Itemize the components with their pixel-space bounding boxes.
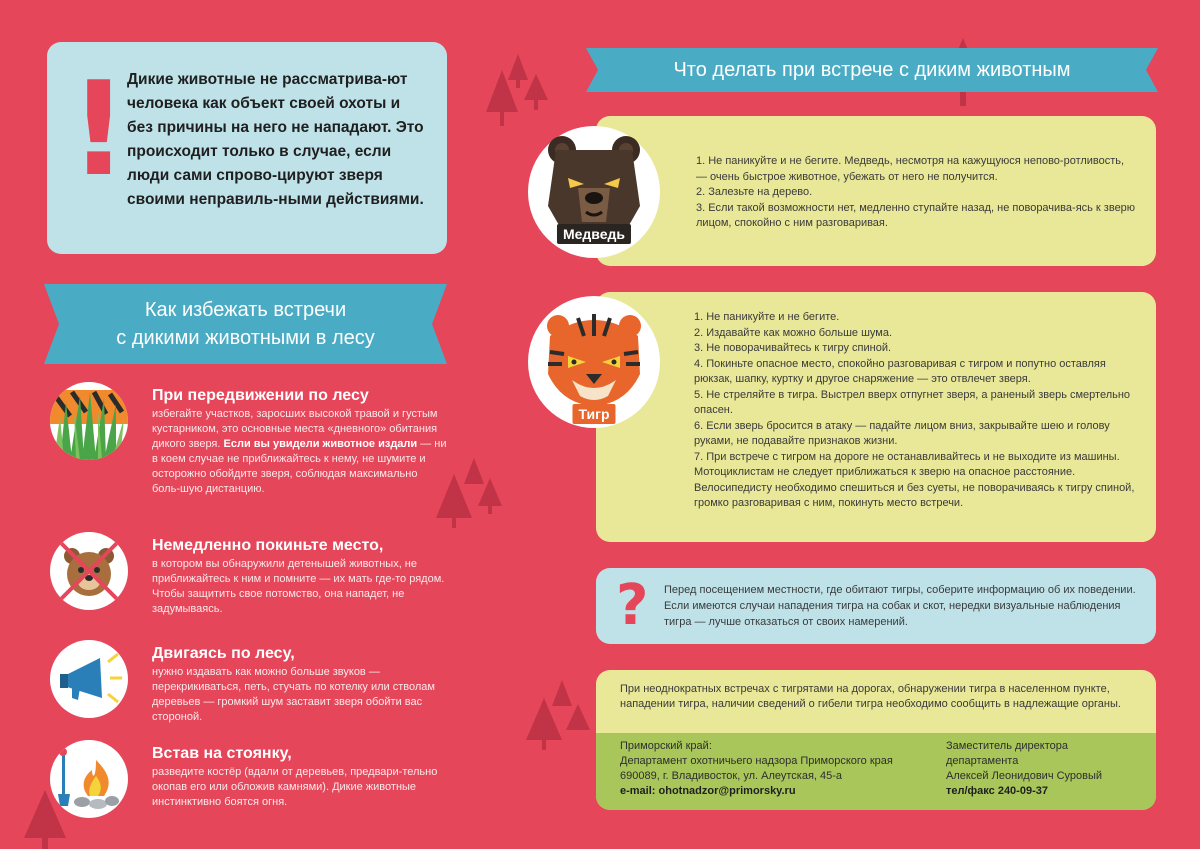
- contact-card: [596, 670, 1156, 810]
- tip-campfire-title: Встав на стоянку,: [152, 745, 292, 762]
- question-icon: ?: [616, 573, 649, 638]
- exclamation-icon: !: [69, 53, 129, 205]
- warning-card: [47, 42, 447, 254]
- tiger-step-4: 4. Покиньте опасное место, спокойно разговаривая с тигром и попутно оставляя рюкзак, шапку, куртку и другое снаряжение — это отвлечет зверя.: [694, 357, 1106, 385]
- contact-details: [596, 733, 1156, 810]
- tree-cluster-bottom-icon: [522, 678, 594, 752]
- tree-cluster-top-icon: [482, 50, 552, 130]
- tiger-label: Тигр: [572, 404, 615, 424]
- contact-region: Приморский край:: [620, 740, 712, 752]
- tip-forest-movement-text-a: избегайте участков, заросших высокой травой и густым кустарником, это основные места «дневного» обитания дикого зверя.: [152, 408, 438, 450]
- megaphone-icon: [50, 640, 128, 718]
- bear-step-2: 2. Залезьте на дерево.: [696, 186, 813, 198]
- tip-make-noise-title: Двигаясь по лесу,: [152, 645, 295, 662]
- encounter-actions-ribbon: [586, 48, 1158, 92]
- tiger-step-5: 5. Не стреляйте в тигра. Выстрел вверх отпугнет зверя, а раненый зверь смертельно опасен.: [694, 388, 1131, 416]
- tip-leave-place: [50, 532, 450, 632]
- tiger-step-1: 1. Не паникуйте и не бегите.: [694, 311, 840, 323]
- preparation-text: Перед посещением местности, где обитают тигры, соберите информацию об их поведении. Если имеются случаи нападения тигра на собак и скот, нередки визуальные наблюдения тигра — лучше отказаться от своих намерений.: [664, 584, 1136, 628]
- bear-instructions: [696, 154, 1136, 232]
- campfire-icon: [50, 740, 128, 818]
- tip-campfire-text: разведите костёр (вдали от деревьев, предвари-тельно окопав его или обложив камнями). Дикие животные инстинктивно боятся огня.: [152, 766, 438, 808]
- tiger-card: [596, 292, 1156, 542]
- tip-make-noise: [50, 640, 450, 730]
- tip-forest-movement: [50, 382, 450, 512]
- avoid-encounter-title-line2: с дикими животными в лесу: [116, 327, 375, 349]
- encounter-actions-title: Что делать при встрече с диким животным: [673, 59, 1071, 81]
- tip-leave-place-title: Немедленно покиньте место,: [152, 537, 384, 554]
- official-info: [946, 739, 1146, 799]
- tip-forest-movement-text-bold: Если вы увидели животное издали: [223, 438, 418, 450]
- crossed-cub-icon: [50, 532, 128, 610]
- tip-campfire: [50, 740, 450, 830]
- tip-forest-movement-title: При передвижении по лесу: [152, 387, 369, 404]
- tiger-step-6: 6. Если зверь бросится в атаку — падайте лицом вниз, закрывайте шею и голову руками, не подавайте признаков жизни.: [694, 419, 1110, 447]
- official-position-line1: Заместитель директора: [946, 740, 1068, 752]
- bear-label: Медведь: [557, 224, 631, 244]
- bear-step-1: 1. Не паникуйте и не бегите. Медведь, несмотря на кажущуюся непово-ротливость, — очень быстрое животное, убежать от него не получится.: [696, 155, 1125, 183]
- tiger-badge: [528, 296, 660, 428]
- avoid-encounter-title-line1: Как избежать встречи: [144, 299, 347, 321]
- tip-leave-place-text: в котором вы обнаружили детенышей животных, не приближайтесь к ним и помните — их мать где-то рядом. Чтобы защитить свое потомство, она нападет, не задумываясь.: [152, 558, 445, 615]
- tiger-step-7: 7. При встрече с тигром на дороге не останавливайтесь и не выходите из машины. Мотоциклистам не следует приближаться к зверю на опасное расстояние. Велосипедисту необходимо спешиться и без суеты, не поворачиваясь к тигру спиной, громко разговаривая с ним, покинуть место встречи.: [694, 450, 1135, 509]
- official-name: Алексей Леонидович Суровый: [946, 770, 1103, 782]
- official-phone: [946, 784, 1146, 799]
- bear-card: [596, 116, 1156, 266]
- bear-badge: [528, 126, 660, 258]
- tiger-step-2: 2. Издавайте как можно больше шума.: [694, 326, 893, 339]
- grass-tiger-icon: [50, 382, 128, 460]
- contact-email-text: e-mail: ohotnadzor@primorsky.ru: [620, 785, 796, 797]
- warning-text: Дикие животные не рассматрива-ют человека как объект своей охоты и без причины на него не нападают. Это происходит только в случае, если люди сами спрово-цируют зверя своими неправиль-ными действиями.: [127, 71, 424, 208]
- preparation-card: [596, 568, 1156, 644]
- tip-forest-movement-text-b: — ни в коем случае не приближайтесь к нему, не шумите и осторожно обойдите зверя, соблюдая максимально боль-шую дистанцию.: [152, 438, 447, 495]
- official-position-line2: департамента: [946, 755, 1019, 767]
- bear-step-3: 3. Если такой возможности нет, медленно ступайте назад, не поворачива-ясь к зверю лицом, спокойно с ним разговаривая.: [696, 201, 1136, 229]
- official-phone-text: тел/факс 240-09-37: [946, 785, 1048, 797]
- contact-email[interactable]: [620, 784, 940, 799]
- avoid-encounter-ribbon: [44, 284, 447, 364]
- contact-address: 690089, г. Владивосток, ул. Алеутская, 45-а: [620, 770, 843, 782]
- tip-forest-movement-text: [152, 407, 447, 497]
- tiger-step-3: 3. Не поворачивайтесь к тигру спиной.: [694, 342, 892, 354]
- contact-intro: При неоднократных встречах с тигрятами на дорогах, обнаружении тигра в населенном пункте, нападении тигра, наличии сведений о гибели тигра необходимо сообщить в надлежащие органы.: [620, 683, 1121, 710]
- tip-make-noise-text: нужно издавать как можно больше звуков — перекрикиваться, петь, стучать по котелку или стволам деревьев — громкий шум заставит зверя обойти вас стороной.: [152, 666, 435, 723]
- contact-department: Департамент охотничьего надзора Приморского края: [620, 755, 893, 767]
- department-info: [620, 739, 940, 799]
- tiger-instructions: [694, 310, 1144, 512]
